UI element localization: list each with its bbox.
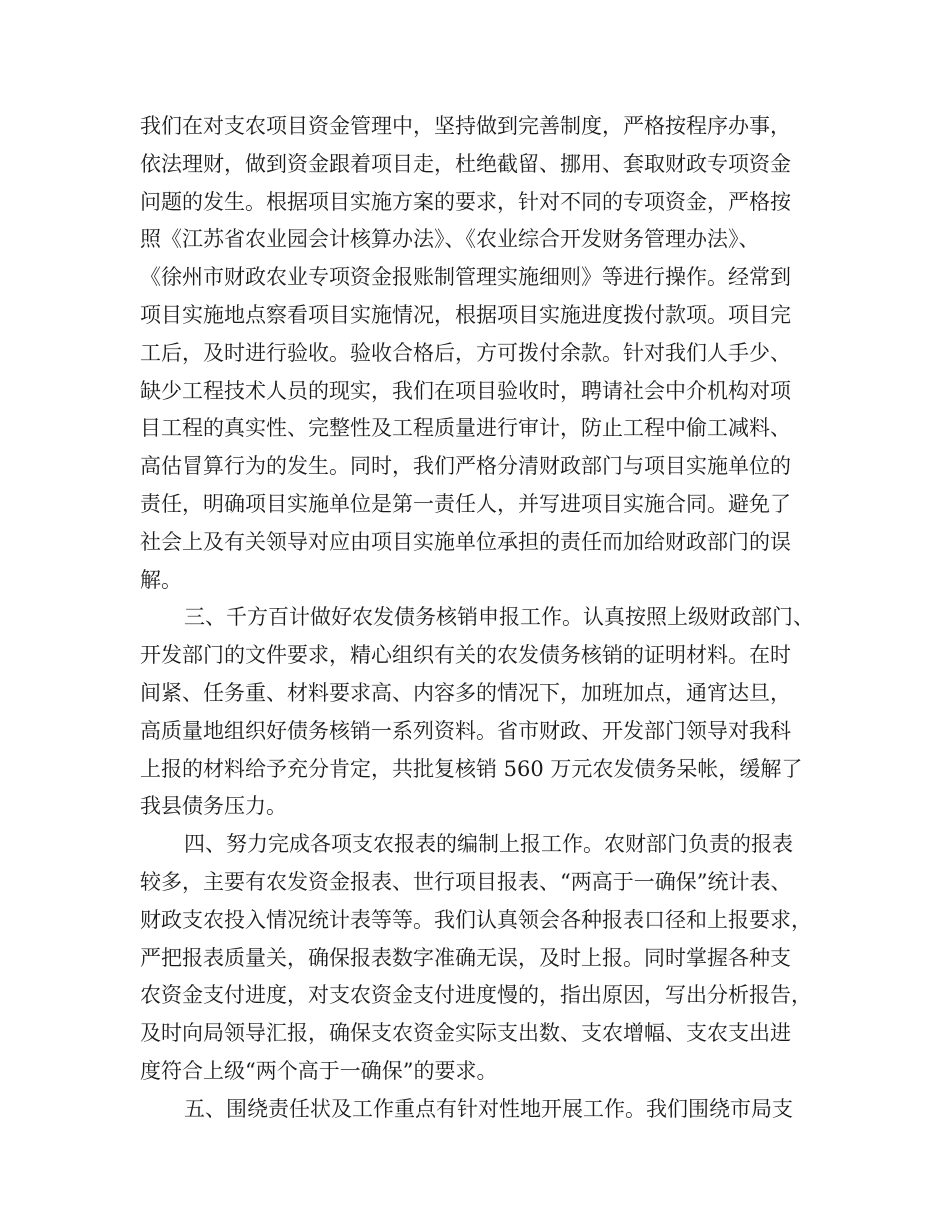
- text-line: 我们在对支农项目资金管理中，坚持做到完善制度，严格按程序办事，: [140, 114, 791, 138]
- text-line: 度符合上级“两个高于一确保”的要求。: [140, 1058, 498, 1083]
- text-line: 及时向局领导汇报，确保支农资金实际支出数、支农增幅、支农支出进: [140, 1021, 791, 1046]
- text-line: 工后，及时进行验收。验收合格后，方可拨付余款。针对我们人手少、: [140, 340, 791, 365]
- text-line: 《徐州市财政农业专项资金报账制管理实施细则》等进行操作。经常到: [140, 265, 791, 290]
- text-line: 我县债务压力。: [140, 794, 287, 819]
- text-line: 目工程的真实性、完整性及工程质量进行审计，防止工程中偷工减料、: [140, 416, 791, 441]
- text-line: 开发部门的文件要求，精心组织有关的农发债务核销的证明材料。在时: [140, 643, 791, 668]
- section-four-first-line: 四、努力完成各项支农报表的编制上报工作。农财部门负责的报表: [184, 832, 793, 857]
- text-line: 较多，主要有农发资金报表、世行项目报表、“两高于一确保”统计表、: [140, 869, 792, 894]
- text-line: 解。: [140, 567, 182, 592]
- text-line: 严把报表质量关，确保报表数字准确无误，及时上报。同时掌握各种支: [140, 945, 791, 970]
- body-text: [140, 108, 830, 1129]
- text-line: 间紧、任务重、材料要求高、内容多的情况下，加班加点，通宵达旦，: [140, 680, 791, 705]
- text-line: 农资金支付进度，对支农资金支付进度慢的，指出原因，写出分析报告，: [140, 983, 812, 1008]
- text-line: 照《江苏省农业园会计核算办法》、《农业综合开发财务管理办法》、: [140, 227, 760, 252]
- text-line: 上报的材料给予充分肯定，共批复核销 560 万元农发债务呆帐，缓解了: [140, 756, 803, 781]
- text-line: 财政支农投入情况统计表等等。我们认真领会各种报表口径和上报要求，: [140, 907, 812, 932]
- text-line: 依法理财，做到资金跟着项目走，杜绝截留、挪用、套取财政专项资金: [140, 151, 791, 176]
- section-five-first-line: 五、围绕责任状及工作重点有针对性地开展工作。我们围绕市局支: [184, 1096, 793, 1121]
- text-line: 社会上及有关领导对应由项目实施单位承担的责任而加给财政部门的误: [140, 529, 791, 554]
- text-line: 责任，明确项目实施单位是第一责任人，并写进项目实施合同。避免了: [140, 491, 791, 516]
- text-line: 缺少工程技术人员的现实，我们在项目验收时，聘请社会中介机构对项: [140, 378, 791, 403]
- section-three-first-line: 三、千方百计做好农发债务核销申报工作。认真按照上级财政部门、: [184, 605, 814, 630]
- text-line: 问题的发生。根据项目实施方案的要求，针对不同的专项资金，严格按: [140, 189, 791, 214]
- text-line: 高质量地组织好债务核销一系列资料。省市财政、开发部门领导对我科: [140, 718, 791, 743]
- text-line: 项目实施地点察看项目实施情况，根据项目实施进度拨付款项。项目完: [140, 302, 791, 327]
- text-line: 高估冒算行为的发生。同时，我们严格分清财政部门与项目实施单位的: [140, 454, 791, 479]
